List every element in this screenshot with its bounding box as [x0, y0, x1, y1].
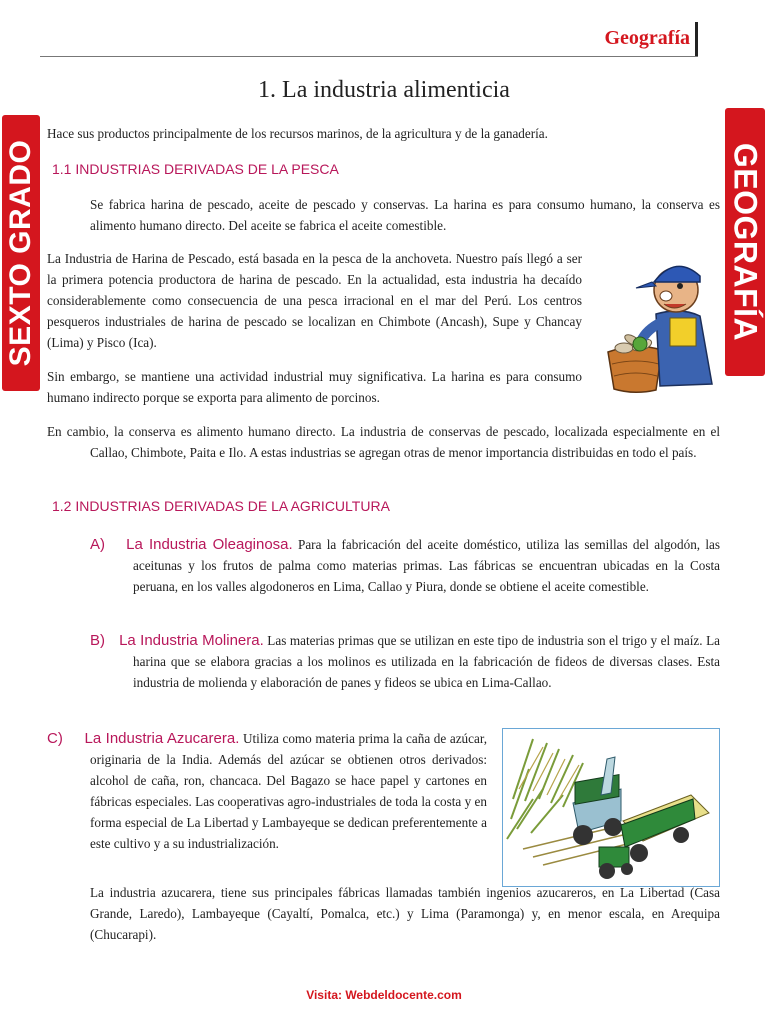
item-azucarera-marker: C)	[47, 730, 63, 747]
pesca-paragraph-2: La Industria de Harina de Pescado, está basada en la pesca de la anchoveta. Nuestro país llegó a ser la primera potencia productora de harina de pescado. En la actualidad, esta industria ha decaído considerablemente como consecuencia de una pesca irracional en el mar del Perú. Los centros pesqueros industriales de harina de pescado se localizan en Chimbote (Ancash), Supe y Chancay (Lima) y Pisco (Ica).	[47, 251, 582, 350]
section-heading-agricultura: 1.2 INDUSTRIAS DERIVADAS DE LA AGRICULTURA	[52, 498, 390, 514]
item-molinera-text: Las materias primas que se utilizan en este tipo de industria son el trigo y el maíz. La harina que se elabora gracias a los molinos es utilizada en la fabricación de fideos de diversas clases. Esta industria de molienda y elaboración de panes y fideos se ubica en Lima-Callao.	[133, 633, 721, 690]
subject-banner-label: GEOGRAFÍA	[727, 142, 764, 342]
item-azucarera-text: Utiliza como materia prima la caña de azúcar, originaria de la India. Además del azúcar se obtienen otros derivados: alcohol de caña, ron, chancaca. Del Bagazo se hace papel y cartones en fábricas especiales. Las cooperativas agro-industriales de toda la costa y en forma especial de La Libertad y Lambayeque se dedican preferentemente a este cultivo y a su industrialización.	[90, 731, 488, 851]
pesca-paragraph-3: Sin embargo, se mantiene una actividad industrial muy significativa. La harina es para consumo humano indirecto porque se exporta para alimento de porcinos.	[47, 369, 582, 405]
intro-paragraph: Hace sus productos principalmente de los recursos marinos, de la agricultura y de la ganadería.	[47, 126, 548, 141]
sugarcane-harvest-illustration	[502, 728, 720, 887]
grade-banner-label: SEXTO GRADO	[4, 139, 37, 367]
header-divider	[695, 22, 698, 56]
item-oleaginosa-text: Para la fabricación del aceite doméstico, utiliza las semillas del algodón, las aceitunas y los frutos de palma como materias primas. Las fábricas se encuentran ubicadas en la Costa peruana, en los valles algodoneros en Lima, Callao y Piura, donde se obtiene el aceite comestible.	[133, 537, 721, 594]
fisherman-illustration	[596, 252, 718, 394]
grade-banner	[2, 115, 40, 391]
item-molinera	[90, 630, 720, 693]
item-oleaginosa-name: La Industria Oleaginosa.	[126, 536, 293, 553]
item-azucarera-name: La Industria Azucarera.	[84, 730, 240, 747]
section-heading-pesca: 1.1 INDUSTRIAS DERIVADAS DE LA PESCA	[52, 161, 339, 177]
azucarera-closing: La industria azucarera, tiene sus principales fábricas llamadas también ingenios azucareros, en La Libertad (Casa Grande, Laredo), Lambayeque (Cayaltí, Pomalca, etc.) y Lima (Paramonga) y, en menor escala, en Arequipa (Chucarapi).	[90, 885, 720, 942]
pesca-paragraph-1: Se fabrica harina de pescado, aceite de pescado y conservas. La harina es para consumo humano, la conserva es alimento humano directo. Del aceite se fabrica el aceite comestible.	[90, 197, 720, 233]
harvester-icon	[503, 729, 719, 886]
item-molinera-name: La Industria Molinera.	[119, 632, 264, 649]
item-azucarera	[47, 728, 487, 854]
pesca-paragraph-4: En cambio, la conserva es alimento humano directo. La industria de conservas de pescado, localizada especialmente en el Callao, Chimbote, Paita e Ilo. A estas industrias se agregan otras de menor importancia distribuidas en todo el país.	[47, 424, 720, 460]
item-oleaginosa	[90, 534, 720, 597]
header-subject: Geografía	[604, 27, 690, 49]
page-title: 1. La industria alimenticia	[258, 77, 510, 103]
item-molinera-marker: B)	[90, 632, 105, 649]
footer-link[interactable]: Visita: Webdeldocente.com	[306, 988, 462, 1002]
item-oleaginosa-marker: A)	[90, 536, 105, 553]
header-rule	[40, 56, 698, 57]
subject-banner	[725, 108, 765, 376]
